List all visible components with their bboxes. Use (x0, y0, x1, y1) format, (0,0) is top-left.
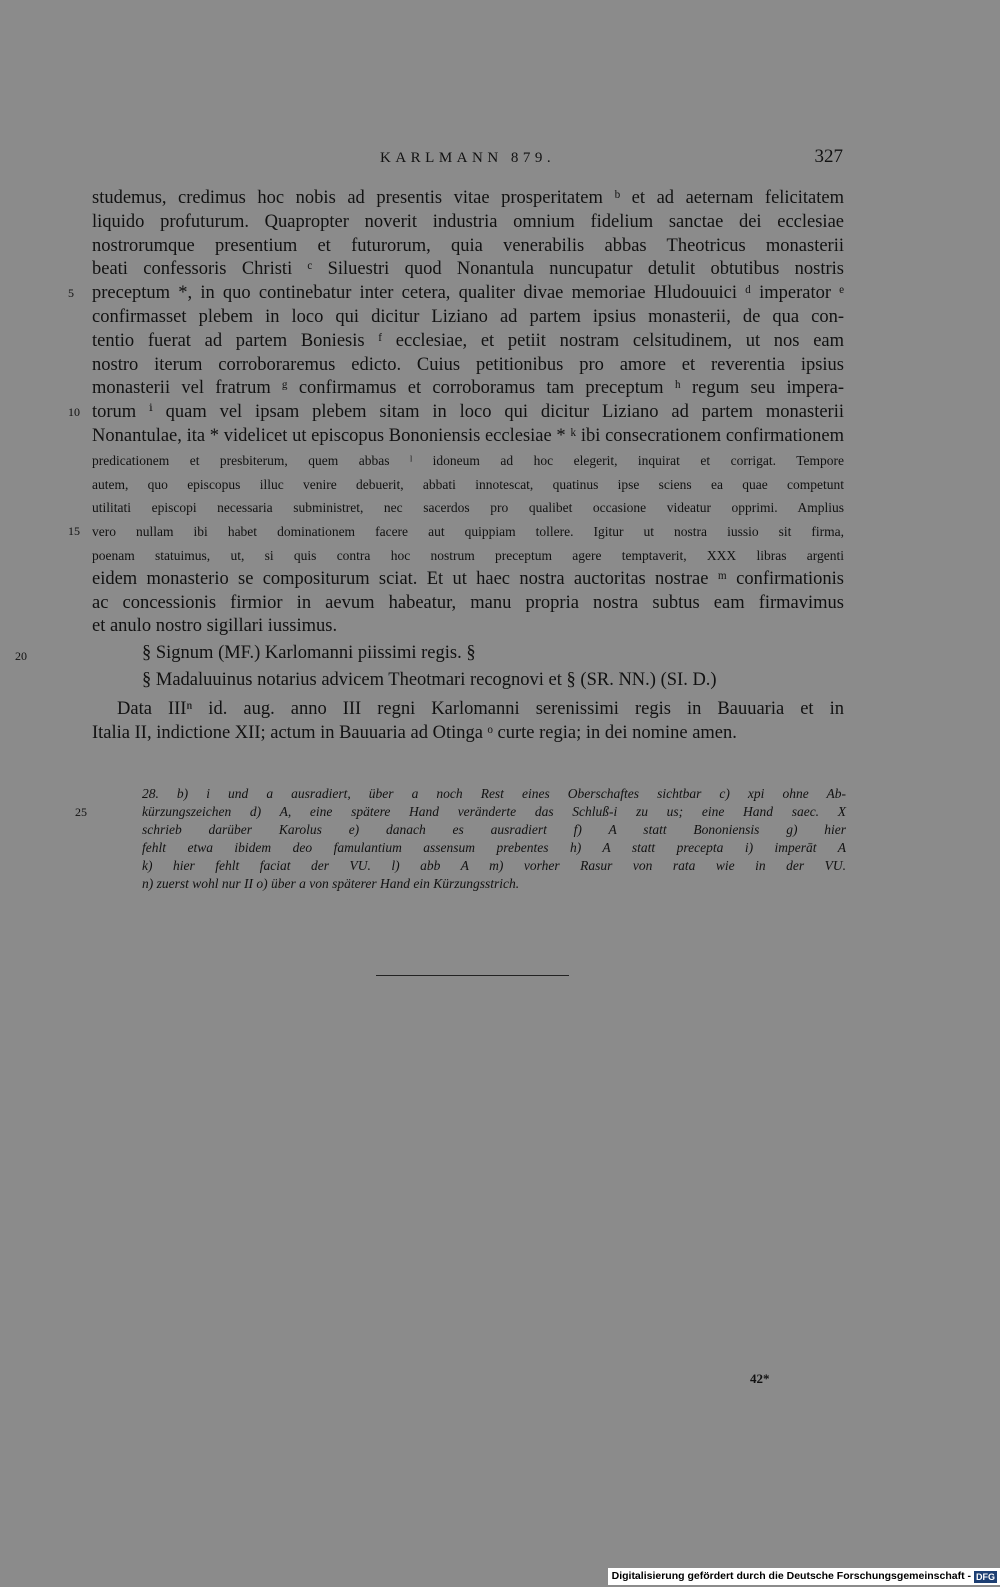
footnotes (75, 785, 846, 893)
text-line-content: autem, quo episcopus illuc venire debuerit, abbati innotescat, quatinus ipse sciens ea quae competunt (92, 476, 844, 492)
footnote-line (75, 803, 846, 821)
text-line (92, 306, 844, 330)
text-line-content: ac concessionis firmior in aevum habeatur, manu propria nostra subtus eam firmavimus (92, 592, 844, 613)
line-number: 25 (75, 805, 87, 819)
text-line-content: preceptum *, in quo continebatur inter cetera, qualiter divae memoriae Hludouuici ᵈ imperator ᵉ (92, 283, 844, 304)
footnote-text: k) hier fehlt faciat der VU. l) abb A m) vorher Rasur von rata wie in der VU. (142, 858, 846, 873)
page-number: 327 (814, 146, 843, 167)
text-line (68, 282, 844, 306)
text-line-content: studemus, credimus hoc nobis ad presentis vitae prosperitatem ᵇ et ad aeternam felicitatem (92, 188, 844, 208)
footnote-line (142, 857, 846, 875)
line-number: 5 (68, 286, 74, 301)
line-number: 15 (68, 524, 80, 539)
footnote-line (142, 875, 846, 893)
line-number: 20 (15, 649, 27, 663)
dating-line: Italia II, indictione XII; actum in Bauuaria ad Otinga ᵒ curte regia; in dei nomine amen. (92, 722, 737, 743)
text-line-content: confirmasset plebem in loco qui dicitur Liziano ad partem ipsius monasterii, de qua con- (92, 306, 844, 327)
footer-text: Digitalisierung gefördert durch die Deutsche Forschungsgemeinschaft - (611, 1570, 971, 1582)
footnote-line (142, 821, 846, 839)
dating-line: Data IIIⁿ id. aug. anno III regni Karlomanni serenissimi regis in Bauuaria et in (117, 699, 844, 719)
text-line (92, 258, 844, 282)
text-line (92, 377, 844, 401)
text-line-content: monasterii vel fratrum ᵍ confirmamus et corroboramus tam preceptum ʰ regum seu impera- (92, 378, 844, 399)
text-line (92, 235, 844, 259)
text-line (68, 520, 844, 544)
text-line-content: Nonantulae, ita * videlicet ut episcopus Bononiensis ecclesiae * ᵏ ibi consecrationem confirmationem (92, 425, 844, 446)
line-number: 10 (68, 405, 80, 420)
text-line-content: et anulo nostro sigillari iussimus. (92, 616, 338, 637)
footnote-text: 28. b) i und a ausradiert, über a noch Rest eines Oberschaftes sichtbar c) xpi ohne Ab- (142, 786, 846, 801)
signum-line: § Signum (MF.) Karlomanni piissimi regis. § (142, 643, 476, 663)
footnote-line (142, 839, 846, 857)
recognition-line: § Madaluuinus notarius advicem Theotmari recognovi et § (SR. NN.) (SI. D.) (142, 670, 717, 690)
text-line-content: predicationem et presbiterum, quem abbas ˡ idoneum ad hoc elegerit, inquirat et corrigat. Tempore (92, 452, 844, 468)
dfg-logo: DFG (976, 1571, 995, 1582)
text-line-content: torum ⁱ quam vel ipsam plebem sitam in loco qui dicitur Liziano ad partem monasterii (92, 402, 844, 423)
text-line-content: nostro iterum corroboraremus edicto. Cuius petitionibus pro amore et reverentia ipsius (92, 354, 844, 375)
running-header (380, 146, 843, 176)
text-line-content: poenam statuimus, ut, si quis contra hoc nostrum preceptum agere temptaverit, XXX libras argenti (92, 547, 844, 563)
text-line-content: utilitati episcopi necessaria subministret, nec sacerdos pro qualibet occasione videatur opprimi. Amplius (92, 500, 844, 516)
main-text (68, 187, 844, 639)
text-line (92, 354, 844, 378)
text-line (68, 401, 844, 425)
footnote-text: n) zuerst wohl nur II o) über a von späterer Hand ein Kürzungsstrich. (142, 876, 520, 891)
footnote-text: kürzungszeichen d) A, eine spätere Hand veränderte das Schluß-i zu us; eine Hand saec. X (142, 804, 846, 819)
text-line (92, 449, 844, 473)
running-title: KARLMANN 879. (380, 150, 556, 166)
text-line (92, 496, 844, 520)
text-line (92, 425, 844, 449)
sheet-signature: 42* (750, 1371, 770, 1386)
text-line-content: eidem monasterio se compositurum sciat. Et ut haec nostra auctoritas nostrae ᵐ confirmationis (92, 568, 844, 589)
footnote-line (142, 785, 846, 803)
footnote-text: fehlt etwa ibidem deo famulantium assensum prebentes h) A statt precepta i) imperāt A (142, 840, 846, 855)
text-line-content: beati confessoris Christi ᶜ Siluestri quod Nonantula nuncupatur detulit obtutibus nostris (92, 259, 844, 280)
footnote-text: schrieb darüber Karolus e) danach es ausradiert f) A statt Bononiensis g) hier (142, 822, 846, 837)
text-line (92, 330, 844, 354)
text-line (92, 568, 844, 592)
digitization-footer (608, 1568, 1000, 1585)
text-line (92, 211, 844, 235)
text-line-content: nostrorumque presentium et futurorum, quia venerabilis abbas Theotricus monasterii (92, 235, 844, 256)
text-line-content: liquido profuturum. Quapropter noverit industria omnium fidelium sanctae dei ecclesiae (92, 211, 844, 232)
text-line (92, 473, 844, 497)
text-line-content: vero nullam ibi habet dominationem facere aut quippiam tollere. Igitur ut nostra iussio sit firma, (92, 524, 844, 540)
text-line (92, 544, 844, 568)
text-line-content: tentio fuerat ad partem Boniesis ᶠ ecclesiae, et petiit nostram celsitudinem, ut nos eam (92, 330, 844, 351)
end-rule (376, 975, 569, 976)
text-line (92, 187, 844, 211)
text-line (92, 615, 844, 639)
text-line (92, 592, 844, 616)
dating-block (92, 698, 844, 746)
